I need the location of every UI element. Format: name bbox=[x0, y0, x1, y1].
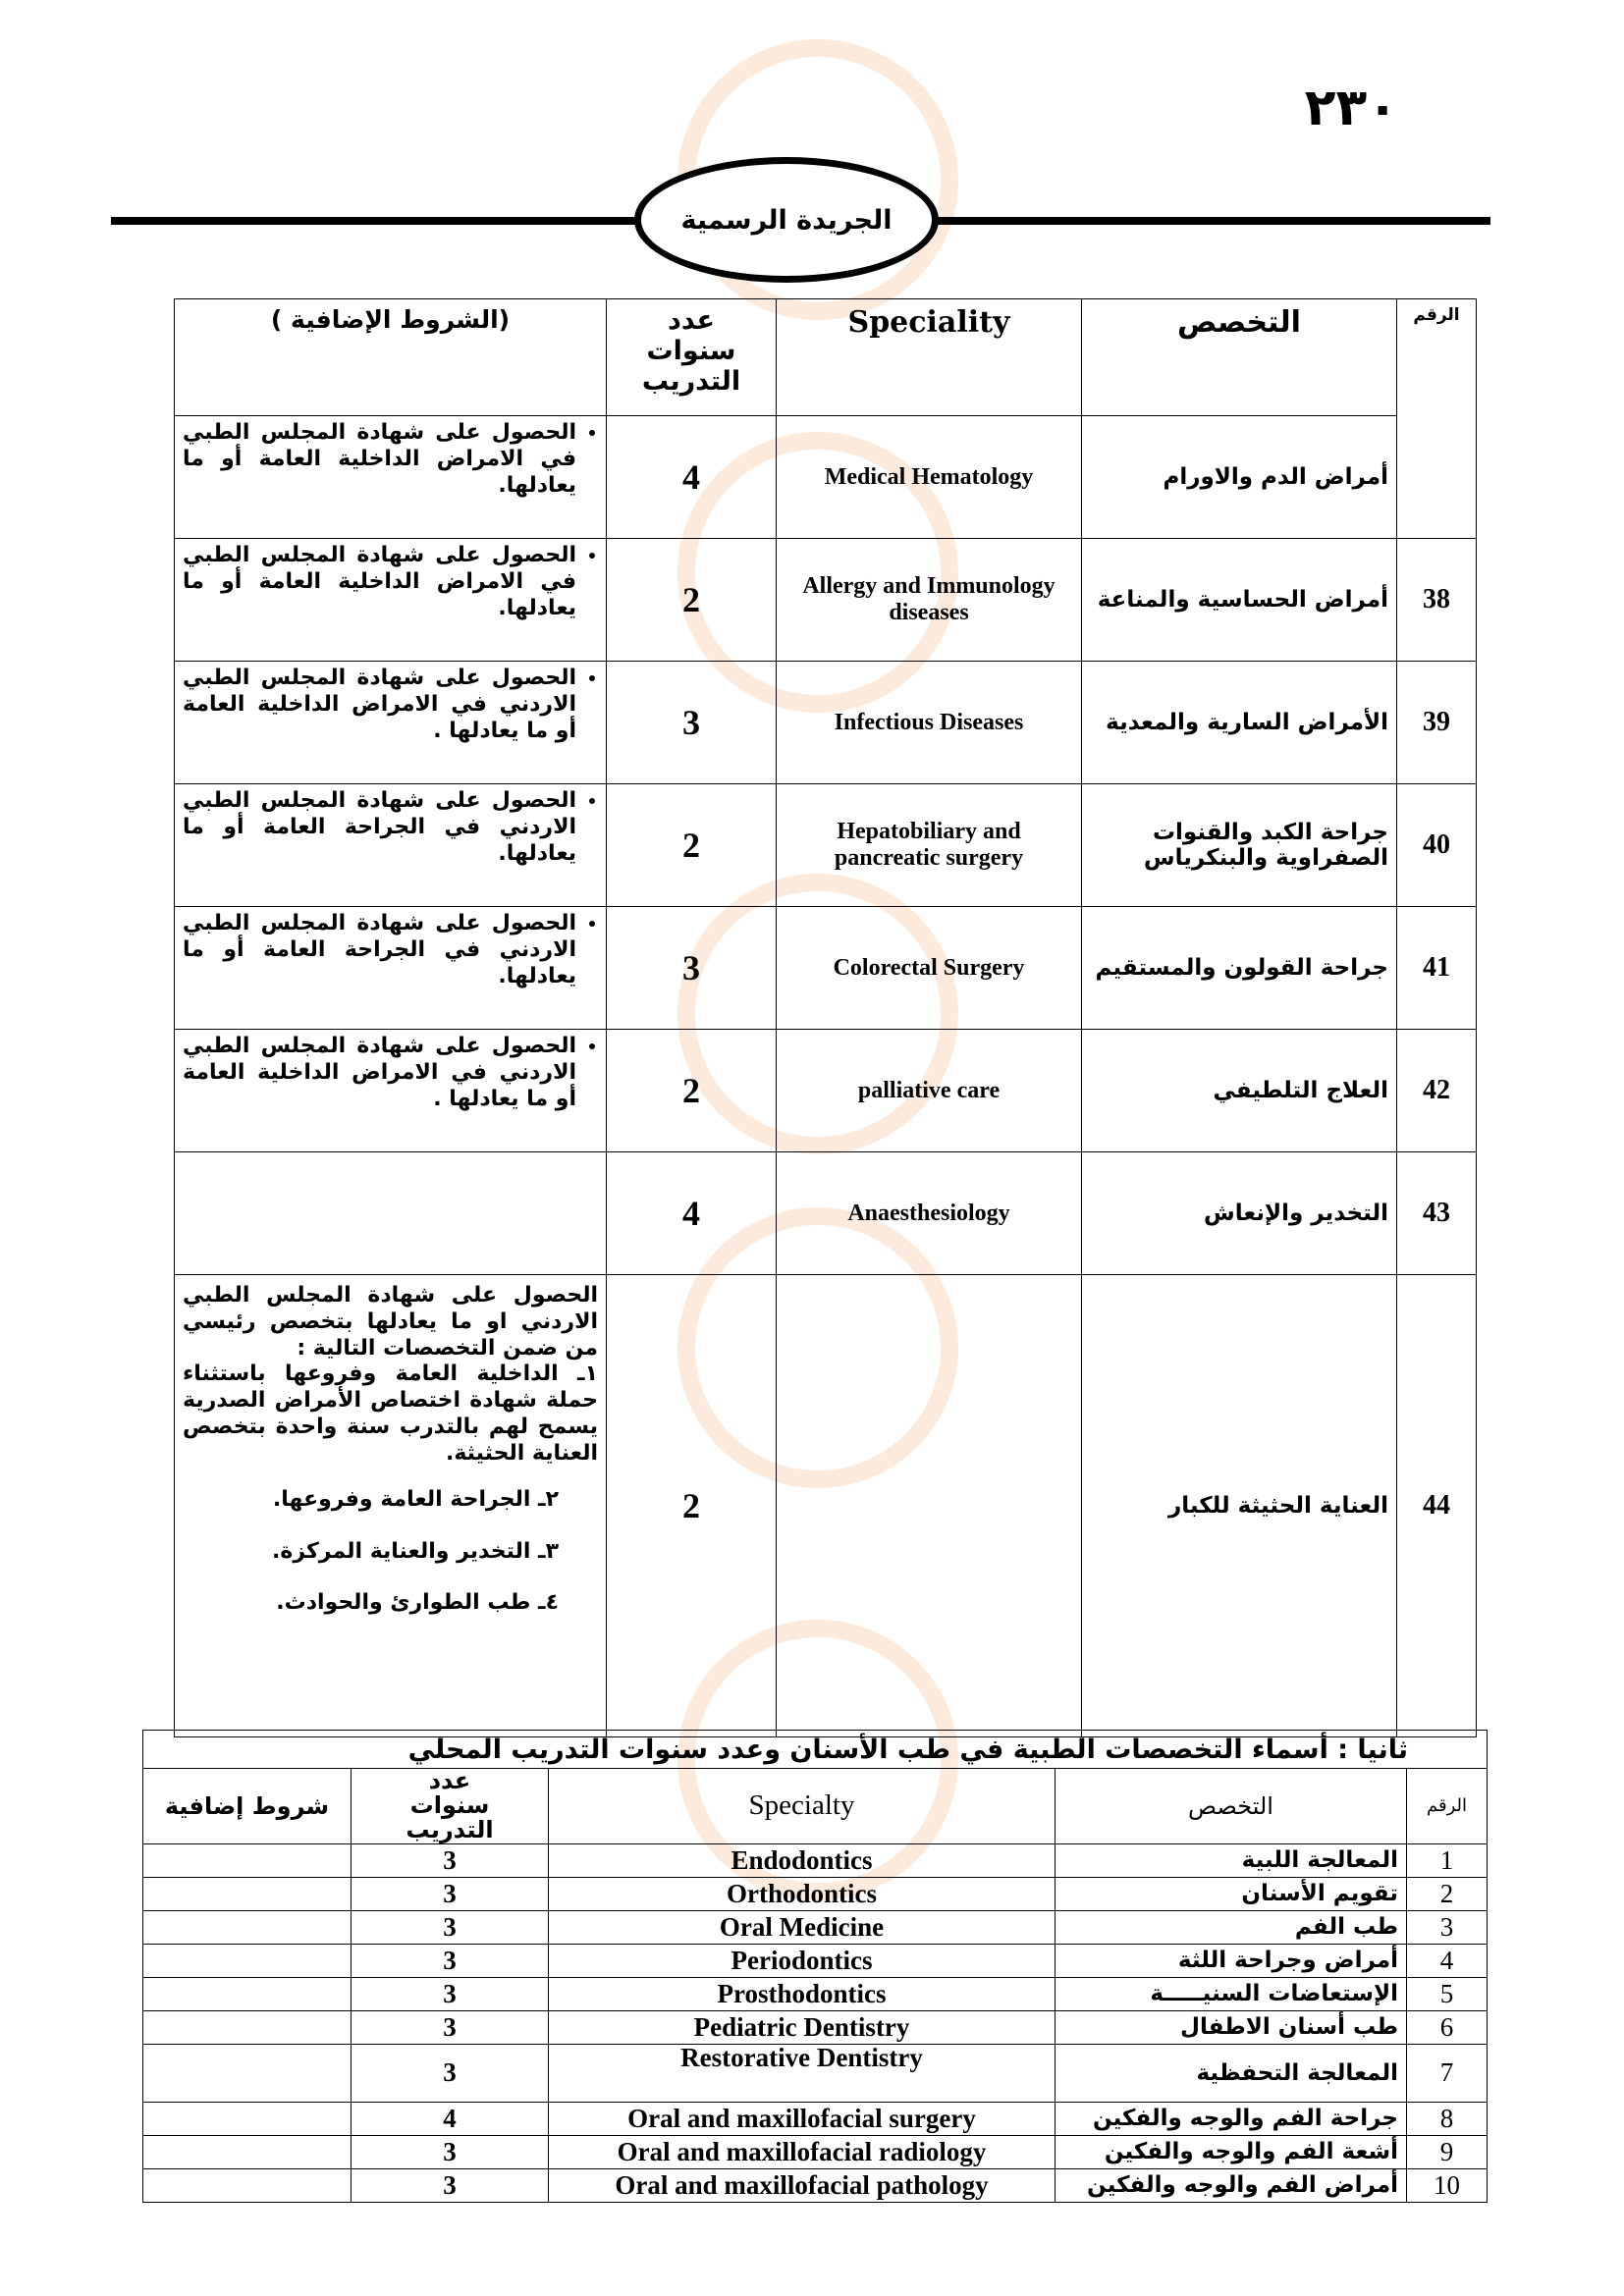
specialty-ar: أمراض الفم والوجه والفكين bbox=[1056, 2168, 1407, 2202]
specialty-ar: طب الفم bbox=[1056, 1910, 1407, 1944]
specialty-ar: التخدير والإنعاش bbox=[1082, 1152, 1397, 1275]
specialty-en: Oral and maxillofacial radiology bbox=[549, 2135, 1056, 2168]
row-number: 1 bbox=[1407, 1843, 1488, 1877]
specialty-en: Oral Medicine bbox=[549, 1910, 1056, 1944]
table-row bbox=[143, 1910, 1488, 1944]
table-row bbox=[175, 1152, 1477, 1275]
specialty-ar: العناية الحثيثة للكبار bbox=[1082, 1275, 1397, 1737]
row-number: 9 bbox=[1407, 2135, 1488, 2168]
table-row bbox=[143, 2102, 1488, 2135]
extra-conditions bbox=[143, 1944, 352, 1977]
row-number: 3 bbox=[1407, 1910, 1488, 1944]
specialty-ar: العلاج التلطيفي bbox=[1082, 1030, 1397, 1152]
condition-item: • الحصول على شهادة المجلس الطبي الاردني في الجراحة العامة أو ما يعادلها. bbox=[183, 788, 576, 867]
training-years: 4 bbox=[607, 1152, 777, 1275]
conditions bbox=[175, 1275, 607, 1737]
header-conditions: (الشروط الإضافية ) bbox=[175, 299, 607, 416]
specialty-en: Medical Hematology bbox=[777, 416, 1082, 539]
training-years: 3 bbox=[352, 2010, 549, 2044]
gazette-title: الجريدة الرسمية bbox=[634, 157, 939, 283]
conditions bbox=[175, 1152, 607, 1275]
section-title: ثانيا : أسماء التخصصات الطبية في طب الأسنان وعدد سنوات التدريب المحلي bbox=[143, 1731, 1488, 1769]
specialty-en: Allergy and Immunology diseases bbox=[777, 539, 1082, 662]
specialty-ar: جراحة الفم والوجه والفكين bbox=[1056, 2102, 1407, 2135]
specialty-ar: طب أسنان الاطفال bbox=[1056, 2010, 1407, 2044]
conditions bbox=[175, 784, 607, 907]
table-row bbox=[175, 539, 1477, 662]
header-specialty-ar: التخصص bbox=[1082, 299, 1397, 416]
header-specialty-ar: التخصص bbox=[1056, 1769, 1407, 1844]
specialty-en bbox=[777, 1275, 1082, 1737]
condition-intro: الحصول على شهادة المجلس الطبي الاردني او ما يعادلها بتخصص رئيسي من ضمن التخصصات التالية : bbox=[183, 1283, 598, 1361]
condition-item: ٤ـ طب الطوارئ والحوادث. bbox=[276, 1590, 559, 1616]
header-conditions: شروط إضافية bbox=[143, 1769, 352, 1844]
training-years: 3 bbox=[352, 2168, 549, 2202]
specialty-en: Infectious Diseases bbox=[777, 662, 1082, 784]
header-specialty-en: Speciality bbox=[777, 299, 1082, 416]
specialty-ar: المعالجة التحفظية bbox=[1056, 2044, 1407, 2102]
row-number: 8 bbox=[1407, 2102, 1488, 2135]
extra-conditions bbox=[143, 1877, 352, 1910]
table-row bbox=[143, 1977, 1488, 2010]
specialty-en: Restorative Dentistry bbox=[549, 2044, 1056, 2102]
specialty-en: Pediatric Dentistry bbox=[549, 2010, 1056, 2044]
training-years: 3 bbox=[352, 2044, 549, 2102]
specialty-en: Prosthodontics bbox=[549, 1977, 1056, 2010]
condition-item: • الحصول على شهادة المجلس الطبي الاردني في الامراض الداخلية العامة أو ما يعادلها . bbox=[183, 666, 576, 744]
table-row bbox=[143, 2135, 1488, 2168]
extra-conditions bbox=[143, 2168, 352, 2202]
table-header-row bbox=[175, 299, 1477, 416]
training-years: 2 bbox=[607, 1030, 777, 1152]
specialty-ar: المعالجة اللبية bbox=[1056, 1843, 1407, 1877]
row-number: 43 bbox=[1397, 1152, 1477, 1275]
specialty-ar: أشعة الفم والوجه والفكين bbox=[1056, 2135, 1407, 2168]
row-number: 40 bbox=[1397, 784, 1477, 907]
row-number: 10 bbox=[1407, 2168, 1488, 2202]
extra-conditions bbox=[143, 1910, 352, 1944]
condition-item: • الحصول على شهادة المجلس الطبي الاردني في الامراض الداخلية العامة أو ما يعادلها . bbox=[183, 1034, 576, 1112]
header-number: الرقم bbox=[1407, 1769, 1488, 1844]
table-row bbox=[175, 662, 1477, 784]
condition-item: ٣ـ التخدير والعناية المركزة. bbox=[271, 1538, 559, 1564]
specialty-ar: الإستعاضات السنيـــــة bbox=[1056, 1977, 1407, 2010]
training-years: 4 bbox=[352, 2102, 549, 2135]
specialty-en: Periodontics bbox=[549, 1944, 1056, 1977]
header-years: عدد سنوات التدريب bbox=[352, 1769, 549, 1844]
table-header-row bbox=[143, 1769, 1488, 1844]
row-number: 42 bbox=[1397, 1030, 1477, 1152]
row-number: 38 bbox=[1397, 539, 1477, 662]
training-years: 3 bbox=[352, 1910, 549, 1944]
specialty-en: Oral and maxillofacial pathology bbox=[549, 2168, 1056, 2202]
row-number: 7 bbox=[1407, 2044, 1488, 2102]
extra-conditions bbox=[143, 2102, 352, 2135]
row-number: 41 bbox=[1397, 907, 1477, 1030]
specialty-en: Orthodontics bbox=[549, 1877, 1056, 1910]
condition-item: ٢ـ الجراحة العامة وفروعها. bbox=[272, 1486, 559, 1512]
row-number: 2 bbox=[1407, 1877, 1488, 1910]
training-years: 2 bbox=[607, 1275, 777, 1737]
row-number: 6 bbox=[1407, 2010, 1488, 2044]
row-number: 5 bbox=[1407, 1977, 1488, 2010]
specialty-ar: جراحة الكبد والقنوات الصفراوية والبنكرياس bbox=[1082, 784, 1397, 907]
conditions bbox=[175, 1030, 607, 1152]
table-row bbox=[175, 1275, 1477, 1737]
specialty-en: Colorectal Surgery bbox=[777, 907, 1082, 1030]
header-number: الرقم bbox=[1397, 299, 1477, 539]
specialty-en: Endodontics bbox=[549, 1843, 1056, 1877]
table-row bbox=[143, 2010, 1488, 2044]
specialty-en: palliative care bbox=[777, 1030, 1082, 1152]
condition-item: • الحصول على شهادة المجلس الطبي الاردني في الجراحة العامة أو ما يعادلها. bbox=[183, 911, 576, 989]
page-number: ٢٣٠ bbox=[1304, 79, 1398, 137]
specialties-table bbox=[174, 298, 1477, 1737]
table-row bbox=[175, 784, 1477, 907]
specialty-en: Anaesthesiology bbox=[777, 1152, 1082, 1275]
training-years: 3 bbox=[352, 2135, 549, 2168]
specialty-ar: أمراض الدم والاورام bbox=[1082, 416, 1397, 539]
training-years: 3 bbox=[352, 1977, 549, 2010]
specialty-ar: تقويم الأسنان bbox=[1056, 1877, 1407, 1910]
conditions bbox=[175, 539, 607, 662]
training-years: 3 bbox=[607, 662, 777, 784]
table-row bbox=[143, 2168, 1488, 2202]
specialty-ar: أمراض الحساسية والمناعة bbox=[1082, 539, 1397, 662]
specialty-ar: الأمراض السارية والمعدية bbox=[1082, 662, 1397, 784]
specialty-ar: جراحة القولون والمستقيم bbox=[1082, 907, 1397, 1030]
row-number: 39 bbox=[1397, 662, 1477, 784]
dental-specialties-table bbox=[142, 1730, 1488, 2203]
extra-conditions bbox=[143, 1977, 352, 2010]
condition-item: • الحصول على شهادة المجلس الطبي في الامراض الداخلية العامة أو ما يعادلها. bbox=[183, 420, 576, 499]
specialty-ar: أمراض وجراحة اللثة bbox=[1056, 1944, 1407, 1977]
table-row bbox=[175, 907, 1477, 1030]
training-years: 2 bbox=[607, 784, 777, 907]
specialty-en: Hepatobiliary and pancreatic surgery bbox=[777, 784, 1082, 907]
table-row bbox=[143, 1877, 1488, 1910]
condition-item: ١ـ الداخلية العامة وفروعها باستثناء حملة شهادة اختصاص الأمراض الصدرية يسمح لهم بالتدرب سنة واحدة بتخصص العناية الحثيثة. bbox=[183, 1362, 598, 1466]
training-years: 3 bbox=[352, 1843, 549, 1877]
table-row bbox=[175, 416, 1477, 539]
table-row bbox=[143, 2044, 1488, 2102]
condition-item: • الحصول على شهادة المجلس الطبي في الامراض الداخلية العامة أو ما يعادلها. bbox=[183, 543, 576, 621]
table-row bbox=[143, 1843, 1488, 1877]
training-years: 4 bbox=[607, 416, 777, 539]
header-years: عدد سنوات التدريب bbox=[607, 299, 777, 416]
extra-conditions bbox=[143, 2135, 352, 2168]
row-number: 4 bbox=[1407, 1944, 1488, 1977]
training-years: 3 bbox=[352, 1944, 549, 1977]
table-row bbox=[143, 1944, 1488, 1977]
extra-conditions bbox=[143, 2010, 352, 2044]
specialty-en: Oral and maxillofacial surgery bbox=[549, 2102, 1056, 2135]
conditions bbox=[175, 907, 607, 1030]
extra-conditions bbox=[143, 2044, 352, 2102]
conditions bbox=[175, 416, 607, 539]
row-number: 44 bbox=[1397, 1275, 1477, 1737]
training-years: 3 bbox=[607, 907, 777, 1030]
table-row bbox=[175, 1030, 1477, 1152]
training-years: 3 bbox=[352, 1877, 549, 1910]
header-specialty-en: Specialty bbox=[549, 1769, 1056, 1844]
extra-conditions bbox=[143, 1843, 352, 1877]
conditions bbox=[175, 662, 607, 784]
training-years: 2 bbox=[607, 539, 777, 662]
